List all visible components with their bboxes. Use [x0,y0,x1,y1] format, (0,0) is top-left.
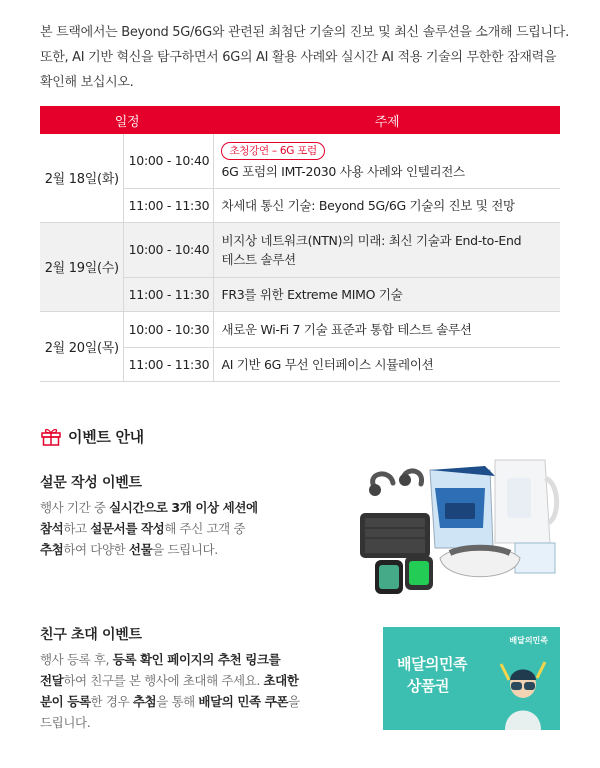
text: 을 [288,694,300,709]
table-row [40,311,560,347]
text: 을 드립니다. [152,542,218,557]
water-filter-icon [430,466,495,548]
text: 하고 [63,521,91,536]
table-row [40,222,560,277]
gift-icon [40,425,62,447]
session-time: 11:00 - 11:30 [124,188,214,222]
session-topic: FR3를 위한 Extreme MIMO 기술 [214,277,560,311]
text-bold: 분이 등록 [40,694,91,709]
coupon-title: 배달의민족 [397,655,467,673]
session-topic [214,134,560,188]
filter-box-icon [515,543,555,573]
invited-talk-badge: 초청강연 – 6G 포럼 [221,142,324,160]
session-date: 2월 20일(목) [40,311,124,381]
session-topic: 새로운 Wi-Fi 7 기술 표준과 통합 테스트 솔루션 [214,311,560,347]
coupon-brand-logo: 배달의민족 [509,636,548,645]
text-bold: 추첨 [132,694,157,709]
text: 행사 등록 후, [40,652,113,667]
session-time: 11:00 - 11:30 [124,277,214,311]
session-topic-text: 테스트 솔루션 [221,251,296,267]
session-topic-text: 6G 포럼의 IMT-2030 사용 사례와 인텔리전스 [221,164,465,180]
text: 하여 다양한 [63,542,129,557]
smartwatch-icon [375,556,433,594]
session-date: 2월 19일(수) [40,222,124,311]
intro-line: 본 트랙에서는 Beyond 5G/6G와 관련된 최첨단 기술의 진보 및 최신 솔루션을 소개해 드립니다. [40,25,569,40]
eye-massager-icon [440,547,520,577]
text-bold: 설문서를 작성 [90,521,165,536]
keyboard-icon [360,513,430,558]
prize-products-image [345,448,565,598]
session-date: 2월 18일(화) [40,134,124,222]
session-topic [214,222,560,277]
session-time: 11:00 - 11:30 [124,347,214,381]
survey-event-description [40,497,330,560]
session-time: 10:00 - 10:40 [124,222,214,277]
event-heading [40,425,144,447]
text-bold: 등록 확인 페이지의 추천 링크를 [112,652,281,667]
earbuds-icon [369,471,422,496]
schedule-table [40,106,560,382]
session-time: 10:00 - 10:40 [124,134,214,188]
text: 하여 친구를 본 행사에 초대해 주세요. [63,673,264,688]
intro-line: 확인해 보십시오. [40,75,134,90]
survey-event-title: 설문 작성 이벤트 [40,475,142,491]
intro-text [40,20,575,95]
session-topic: 차세대 통신 기술: Beyond 5G/6G 기술의 진보 및 전망 [214,188,560,222]
text-bold: 배달의 민족 쿠폰 [198,694,289,709]
mascot-figure-icon [493,652,553,730]
text-bold: 초대한 [263,673,299,688]
session-topic-text: 비지상 네트워크(NTN)의 미래: 최신 기술과 End-to-End [221,232,522,248]
text-bold: 선물 [128,542,153,557]
header-date: 일정 [40,106,214,134]
text: 을 통해 [156,694,199,709]
text: 해 주신 고객 중 [164,521,246,536]
text-bold: 전달 [40,673,64,688]
text-bold: 실시간으로 3개 이상 세션에 [109,500,258,515]
session-topic: AI 기반 6G 무선 인터페이스 시뮬레이션 [214,347,560,381]
session-time: 10:00 - 10:30 [124,311,214,347]
coupon-subtitle: 상품권 [407,677,449,695]
text-bold: 추첨 [40,542,64,557]
table-row [40,134,560,188]
header-topic: 주제 [214,106,560,134]
intro-line: 또한, AI 기반 혁신을 탐구하면서 6G의 AI 활용 사례와 실시간 AI 적용 기술의 무한한 잠재력을 [40,50,557,65]
baemin-coupon-image [383,627,560,730]
text: 한 경우 [90,694,133,709]
referral-event-title: 친구 초대 이벤트 [40,627,142,643]
text: 드립니다. [40,715,91,730]
text: 행사 기간 중 [40,500,110,515]
event-heading-title: 이벤트 안내 [68,427,144,446]
text-bold: 참석 [40,521,64,536]
white-pitcher-icon [495,460,557,543]
referral-event-description [40,649,330,733]
